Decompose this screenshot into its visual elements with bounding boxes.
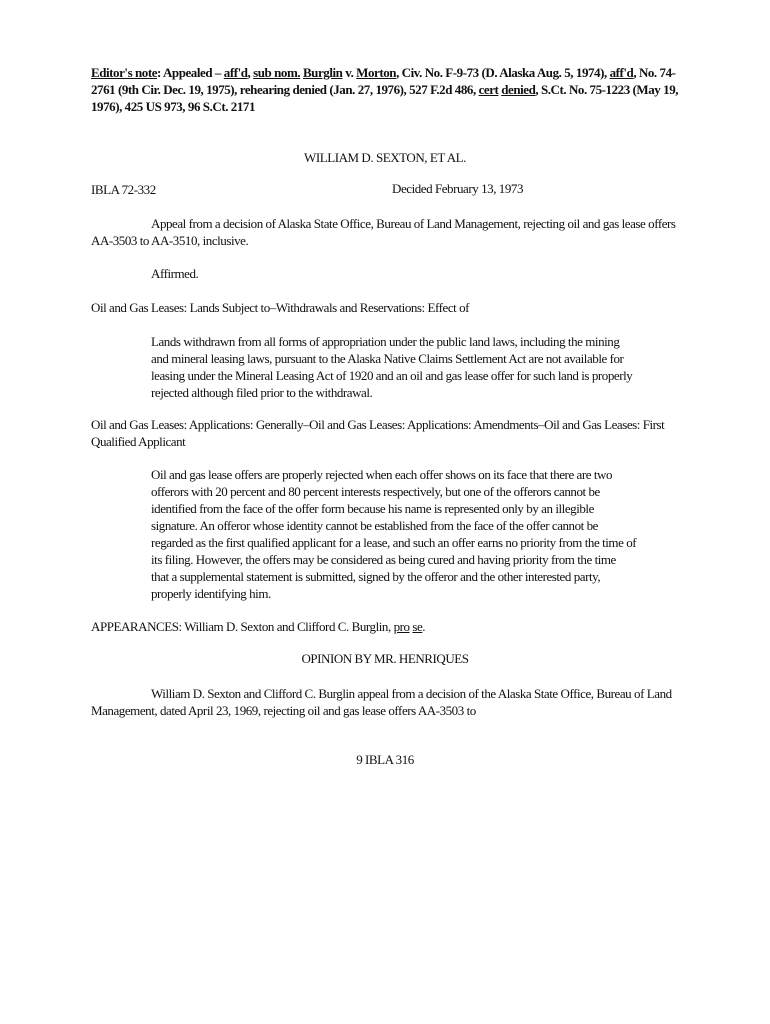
morton-name: Morton <box>356 65 397 80</box>
headnote-2-line: offerors with 20 percent and 80 percent interests respectively, but one of the offerors cannot be <box>151 484 600 499</box>
case-title: WILLIAM D. SEXTON, ET AL. <box>304 150 466 165</box>
headnote-1-body <box>151 333 633 401</box>
headnote-2-line: regarded as the first qualified applicant for a lease, and such an offer earns no priority from the time of <box>151 535 637 550</box>
headnote-2-body <box>151 466 637 602</box>
headnote-1-line: Lands withdrawn from all forms of appropriation under the public land laws, including the mining <box>151 334 620 349</box>
headnote-1-line: and mineral leasing laws, pursuant to the Alaska Native Claims Settlement Act are not available for <box>151 351 624 366</box>
headnote-2-title: Oil and Gas Leases: Applications: Generally–Oil and Gas Leases: Applications: Amendments–Oil and Gas Leases: First Qualified Applicant <box>91 417 665 449</box>
docket-number: IBLA 72-332 <box>91 182 156 197</box>
decision-date: Decided February 13, 1973 <box>392 181 523 196</box>
burglin-name: Burglin <box>302 65 343 80</box>
headnote-2-line: properly identifying him. <box>151 586 271 601</box>
pro-term: pro <box>393 619 410 634</box>
appeal-summary: Appeal from a decision of Alaska State Office, Bureau of Land Management, rejecting oil and gas lease offers AA-3503 to AA-3510, inclusive. <box>91 216 676 248</box>
headnote-2-line: its filing. However, the offers may be considered as being cured and having priority from the time <box>151 552 616 567</box>
headnote-2-line: signature. An offeror whose identity cannot be established from the face of the offer cannot be <box>151 518 598 533</box>
editors-note: Editor's note: Appealed – aff'd, sub nom. Burglin v. Morton, Civ. No. F-9-73 (D. Alaska Aug. 5, 1974), aff'd, No. 74-2761 (9th Cir. Dec. 19, 1975), rehearing denied (Jan. 27, 1976), 527 F.2d 486, cert denied, S.Ct. No. 75-1223 (May 19, 1976), 425 US 973, 96 S.Ct. 2171 <box>91 65 679 114</box>
opinion-text: William D. Sexton and Clifford C. Burglin appeal from a decision of the Alaska State Office, Bureau of Land Management, dated April 23, 1969, rejecting oil and gas lease offers AA-3503 to <box>91 686 672 718</box>
headnote-1-line: rejected although filed prior to the withdrawal. <box>151 385 373 400</box>
cert-term: cert <box>478 82 499 97</box>
editors-note-label: Editor's note <box>91 65 158 80</box>
headnote-1-line: leasing under the Mineral Leasing Act of 1920 and an oil and gas lease offer for such land is properly <box>151 368 633 383</box>
denied-term: denied <box>501 82 536 97</box>
se-term: se <box>412 619 423 634</box>
disposition: Affirmed. <box>151 266 199 281</box>
headnote-2-line: Oil and gas lease offers are properly rejected when each offer shows on its face that there are two <box>151 467 613 482</box>
page-footer: 9 IBLA 316 <box>356 752 414 767</box>
appearances: APPEARANCES: William D. Sexton and Clifford C. Burglin, pro se. <box>91 619 426 634</box>
headnote-2-line: that a supplemental statement is submitted, signed by the offeror and the other interested party, <box>151 569 601 584</box>
opinion-heading: OPINION BY MR. HENRIQUES <box>301 651 469 666</box>
headnote-1-title: Oil and Gas Leases: Lands Subject to–Withdrawals and Reservations: Effect of <box>91 300 470 315</box>
affd-link-1: aff'd <box>223 65 248 80</box>
affd-link-2: aff'd <box>609 65 634 80</box>
headnote-2-line: identified from the face of the offer form because his name is represented only by an illegible <box>151 501 594 516</box>
sub-nom: sub nom. <box>253 65 301 80</box>
